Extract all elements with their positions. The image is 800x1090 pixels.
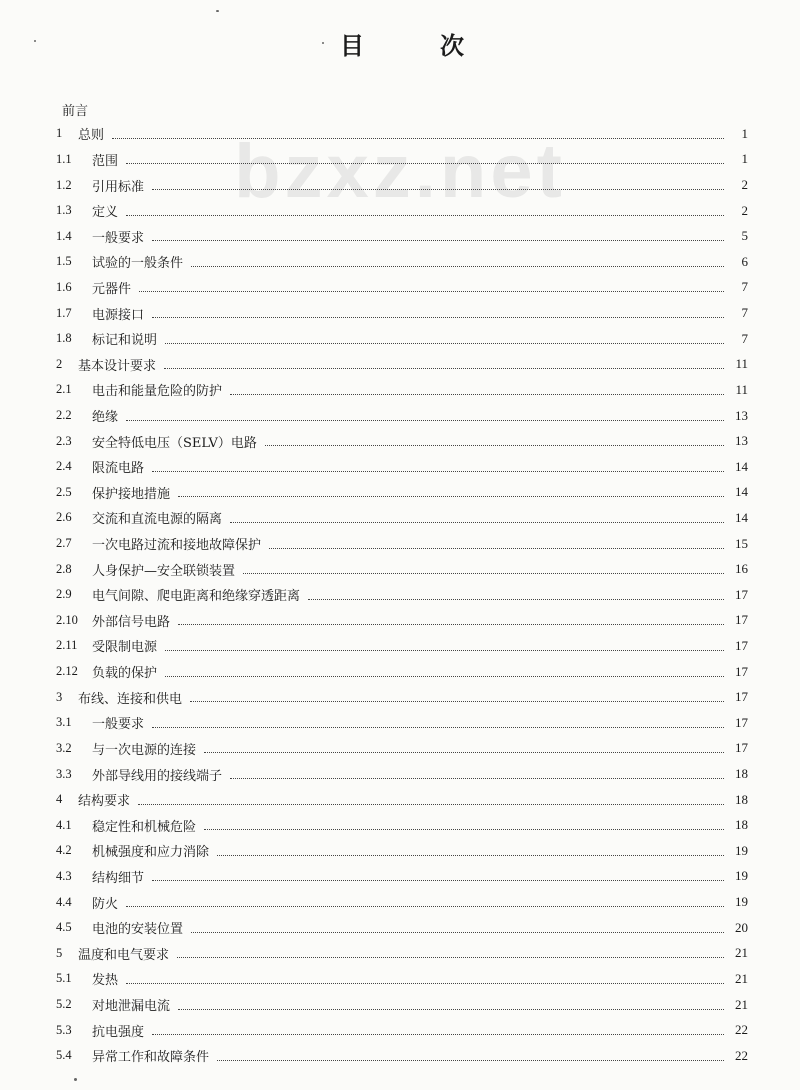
toc-entry-number: 4 [56, 792, 63, 807]
toc-leader-dots [230, 393, 724, 395]
toc-entry-number: 4.5 [56, 920, 72, 935]
title-char-2: 次 [440, 31, 466, 60]
toc-leader-dots [126, 162, 724, 164]
toc-leader-dots [126, 214, 724, 216]
toc-entry-title: 范围 [92, 153, 119, 169]
toc-entry-title: 结构细节 [92, 870, 145, 886]
toc-entry-page: 17 [735, 637, 748, 653]
toc-entry-page: 17 [735, 714, 748, 730]
toc-entry[interactable] [56, 249, 748, 275]
toc-leader-dots [230, 777, 724, 779]
toc-leader-dots [126, 419, 724, 421]
toc-entry-page: 18 [735, 817, 748, 833]
toc-leader-dots [152, 316, 724, 318]
toc-entry-number: 2.4 [56, 459, 72, 474]
scan-speck [34, 40, 36, 42]
toc-entry-number: 3 [56, 689, 63, 704]
toc-entry[interactable] [56, 531, 748, 557]
toc-entry-title: 发热 [92, 973, 119, 989]
toc-entry-page: 17 [735, 740, 748, 756]
toc-entry-title: 抗电强度 [92, 1024, 145, 1040]
toc-leader-dots [269, 547, 724, 549]
toc-entry-page: 17 [735, 689, 748, 705]
toc-entry[interactable] [56, 403, 748, 429]
toc-entry-number: 5.2 [56, 997, 72, 1012]
toc-entry-number: 4.2 [56, 843, 72, 858]
toc-entry-number: 2.1 [56, 382, 72, 397]
toc-entry[interactable] [56, 300, 748, 326]
toc-entry-title: 对地泄漏电流 [92, 999, 171, 1015]
table-of-contents [56, 121, 748, 1069]
toc-entry-page: 7 [741, 330, 748, 346]
toc-leader-dots [152, 879, 724, 881]
toc-leader-dots [178, 623, 724, 625]
toc-entry[interactable] [56, 864, 748, 890]
toc-entry-number: 2.3 [56, 433, 72, 448]
scan-speck [74, 1078, 77, 1081]
toc-entry-number: 5.3 [56, 1022, 72, 1037]
toc-entry-title: 布线、连接和供电 [78, 691, 183, 707]
toc-entry[interactable] [56, 761, 748, 787]
toc-entry-title: 机械强度和应力消除 [92, 845, 210, 861]
toc-entry[interactable] [56, 377, 748, 403]
toc-leader-dots [152, 1033, 724, 1035]
toc-entry[interactable] [56, 838, 748, 864]
toc-entry-title: 引用标准 [92, 179, 145, 195]
preface-heading: 前言 [62, 104, 89, 119]
toc-entry[interactable] [56, 992, 748, 1018]
toc-entry-number: 4.1 [56, 817, 72, 832]
toc-leader-dots [308, 598, 724, 600]
toc-entry-page: 6 [741, 253, 748, 269]
toc-entry-title: 一般要求 [92, 230, 145, 246]
toc-entry-number: 2.11 [56, 638, 78, 653]
toc-entry-page: 22 [735, 1047, 748, 1063]
toc-leader-dots [190, 700, 724, 702]
toc-entry[interactable] [56, 1043, 748, 1069]
toc-entry[interactable] [56, 172, 748, 198]
toc-entry[interactable] [56, 275, 748, 301]
toc-entry-title: 元器件 [92, 281, 132, 297]
toc-entry-title: 一般要求 [92, 717, 145, 733]
toc-entry-page: 22 [735, 1022, 748, 1038]
toc-entry-number: 2.9 [56, 587, 72, 602]
toc-entry-page: 7 [741, 305, 748, 321]
toc-entry-title: 定义 [92, 205, 119, 221]
toc-leader-dots [230, 521, 724, 523]
toc-entry-number: 5.1 [56, 971, 72, 986]
toc-entry[interactable] [56, 941, 748, 967]
toc-entry-number: 1.5 [56, 254, 72, 269]
toc-entry-number: 1.2 [56, 177, 72, 192]
toc-entry[interactable] [56, 915, 748, 941]
toc-leader-dots [165, 675, 724, 677]
toc-entry-title: 结构要求 [78, 794, 131, 810]
toc-entry-number: 1.3 [56, 203, 72, 218]
toc-entry-page: 17 [735, 586, 748, 602]
toc-entry[interactable] [56, 223, 748, 249]
toc-entry[interactable] [56, 710, 748, 736]
toc-entry-page: 2 [741, 202, 748, 218]
toc-entry-number: 2.6 [56, 510, 72, 525]
toc-entry[interactable] [56, 556, 748, 582]
toc-entry-number: 2 [56, 356, 63, 371]
toc-entry-title: 电源接口 [92, 307, 145, 323]
toc-entry-number: 5.4 [56, 1048, 72, 1063]
toc-entry-page: 21 [735, 970, 748, 986]
toc-entry[interactable] [56, 505, 748, 531]
toc-entry-number: 1.1 [56, 151, 72, 166]
toc-leader-dots [243, 572, 724, 574]
toc-entry-title: 温度和电气要求 [78, 947, 170, 963]
toc-entry-number: 3.2 [56, 740, 72, 755]
toc-entry-page: 21 [735, 996, 748, 1012]
toc-leader-dots [178, 1008, 724, 1010]
scan-speck [322, 42, 324, 44]
toc-entry[interactable] [56, 633, 748, 659]
toc-entry-page: 17 [735, 663, 748, 679]
toc-entry-title: 限流电路 [92, 461, 145, 477]
toc-entry-page: 13 [735, 433, 748, 449]
toc-entry-number: 5 [56, 945, 63, 960]
toc-entry-page: 1 [741, 125, 748, 141]
toc-entry-page: 18 [735, 766, 748, 782]
toc-leader-dots [204, 828, 724, 830]
toc-entry-title: 电击和能量危险的防护 [92, 384, 223, 400]
toc-leader-dots [165, 342, 724, 344]
toc-entry[interactable] [56, 480, 748, 506]
watermark: bzxz.net [234, 129, 566, 214]
toc-entry[interactable] [56, 454, 748, 480]
toc-entry[interactable] [56, 582, 748, 608]
toc-entry[interactable] [56, 428, 748, 454]
toc-entry-title: 受限制电源 [92, 640, 158, 656]
toc-entry[interactable] [56, 608, 748, 634]
toc-entry-page: 17 [735, 612, 748, 628]
toc-entry-page: 14 [735, 458, 748, 474]
toc-entry-number: 2.5 [56, 484, 72, 499]
toc-entry-title: 安全特低电压（SELV）电路 [92, 435, 257, 451]
title-char-1: 目 [340, 31, 366, 60]
toc-entry-number: 1 [56, 126, 63, 141]
toc-entry-title: 人身保护—安全联锁装置 [92, 563, 236, 579]
toc-entry-number: 2.7 [56, 536, 72, 551]
toc-entry-number: 2.8 [56, 561, 72, 576]
toc-leader-dots [217, 854, 724, 856]
toc-entry-number: 2.2 [56, 408, 72, 422]
toc-leader-dots [191, 931, 724, 933]
toc-leader-dots [217, 1059, 724, 1061]
toc-entry-page: 19 [735, 894, 748, 910]
toc-entry-number: 3.1 [56, 715, 72, 730]
toc-entry-title: 稳定性和机械危险 [92, 819, 197, 835]
toc-entry[interactable] [56, 326, 748, 352]
toc-entry-title: 基本设计要求 [78, 358, 157, 374]
toc-entry-number: 1.6 [56, 279, 72, 294]
toc-entry[interactable] [56, 121, 748, 147]
toc-leader-dots [126, 905, 724, 907]
toc-entry-title: 与一次电源的连接 [92, 742, 197, 758]
toc-entry-title: 电池的安装位置 [92, 922, 184, 938]
toc-leader-dots [152, 726, 724, 728]
toc-entry[interactable] [56, 787, 748, 813]
toc-entry-page: 7 [741, 279, 748, 295]
toc-entry[interactable] [56, 736, 748, 762]
toc-leader-dots [191, 265, 724, 267]
toc-entry[interactable] [56, 966, 748, 992]
toc-entry-title: 交流和直流电源的隔离 [92, 512, 223, 528]
toc-entry-number: 1.7 [56, 305, 72, 320]
toc-entry-title: 负载的保护 [92, 666, 158, 682]
toc-entry-title: 防火 [92, 896, 119, 912]
toc-entry-page: 20 [735, 919, 748, 935]
toc-entry-number: 4.4 [56, 894, 72, 909]
toc-leader-dots [112, 137, 724, 139]
toc-leader-dots [152, 188, 724, 190]
toc-entry-title: 总则 [78, 128, 105, 144]
toc-entry-page: 21 [735, 945, 748, 961]
toc-leader-dots [139, 290, 724, 292]
toc-entry[interactable] [56, 684, 748, 710]
toc-leader-dots [178, 495, 724, 497]
toc-entry-number: 2.10 [56, 612, 78, 627]
toc-leader-dots [126, 982, 724, 984]
toc-entry-number: 1.8 [56, 331, 72, 346]
toc-entry-number: 3.3 [56, 766, 72, 781]
toc-entry-page: 11 [735, 356, 748, 372]
toc-entry[interactable] [56, 1017, 748, 1043]
toc-entry-title: 绝缘 [92, 410, 119, 425]
toc-leader-dots [152, 470, 724, 472]
toc-leader-dots [204, 751, 724, 753]
toc-entry[interactable] [56, 198, 748, 224]
toc-entry[interactable] [56, 351, 748, 377]
toc-entry-title: 电气间隙、爬电距离和绝缘穿透距离 [92, 589, 301, 605]
toc-entry-title: 外部导线用的接线端子 [92, 768, 223, 784]
toc-entry-page: 2 [741, 177, 748, 193]
toc-entry-page: 19 [735, 842, 748, 858]
toc-entry-page: 5 [741, 228, 748, 244]
toc-entry[interactable] [56, 889, 748, 915]
toc-entry[interactable] [56, 659, 748, 685]
toc-entry-page: 15 [735, 535, 748, 551]
toc-leader-dots [164, 367, 724, 369]
toc-entry-page: 19 [735, 868, 748, 884]
toc-entry-number: 4.3 [56, 868, 72, 883]
toc-entry-page: 11 [735, 381, 748, 397]
toc-entry-title: 试验的一般条件 [92, 256, 184, 272]
toc-entry-title: 异常工作和故障条件 [92, 1050, 210, 1066]
toc-entry-title: 一次电路过流和接地故障保护 [92, 538, 262, 554]
toc-entry-title: 外部信号电路 [92, 614, 171, 630]
toc-leader-dots [177, 956, 724, 958]
toc-entry-page: 14 [735, 509, 748, 525]
toc-entry[interactable] [56, 812, 748, 838]
toc-leader-dots [165, 649, 724, 651]
toc-leader-dots [152, 239, 724, 241]
toc-entry-title: 保护接地措施 [92, 486, 171, 502]
scan-speck [216, 10, 219, 12]
toc-entry[interactable] [56, 147, 748, 173]
toc-entry-page: 1 [741, 151, 748, 167]
toc-entry-title: 标记和说明 [92, 333, 158, 349]
toc-entry-page: 14 [735, 484, 748, 500]
toc-entry-number: 1.4 [56, 228, 72, 243]
toc-entry-page: 13 [735, 407, 748, 423]
toc-entry-page: 18 [735, 791, 748, 807]
toc-leader-dots [265, 444, 724, 446]
toc-leader-dots [138, 803, 724, 805]
toc-entry-page: 16 [735, 561, 748, 577]
toc-entry-number: 2.12 [56, 664, 78, 679]
